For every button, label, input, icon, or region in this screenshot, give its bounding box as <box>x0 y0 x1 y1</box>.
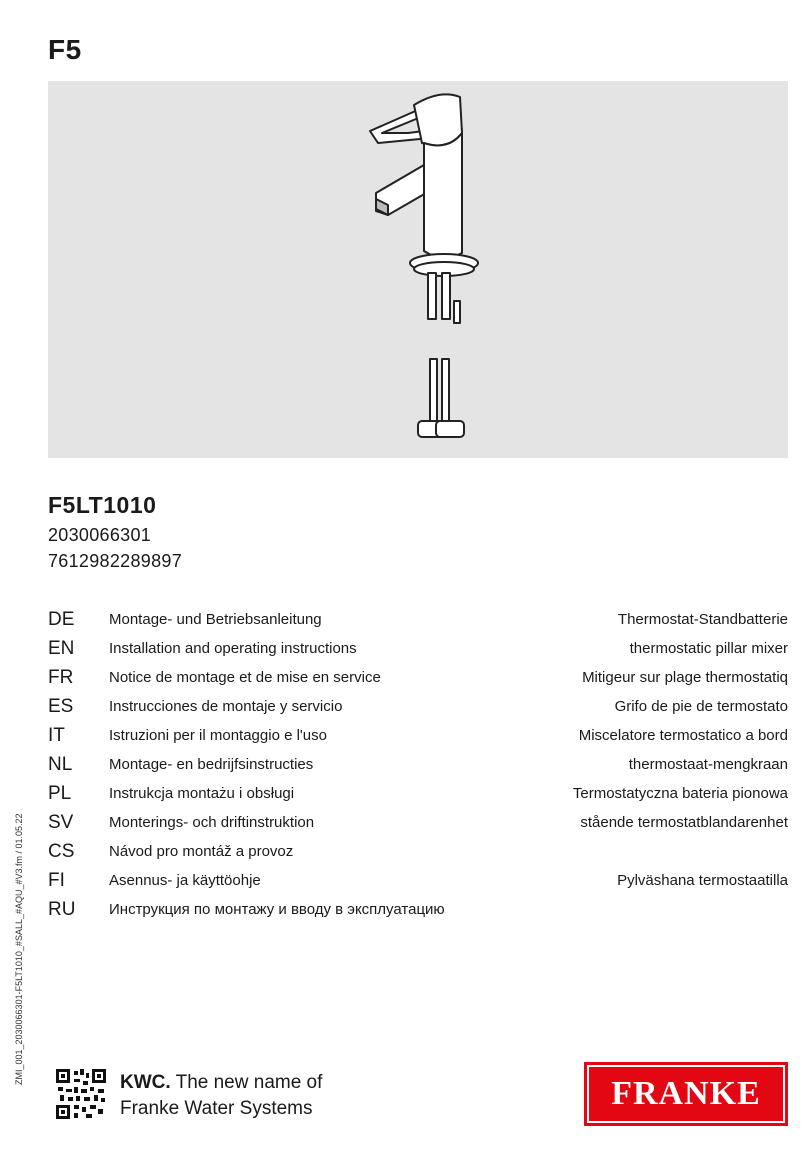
qr-code-icon <box>56 1069 106 1119</box>
product-description: Pylväshana termostaatilla <box>617 872 788 889</box>
language-code: EN <box>48 638 75 659</box>
language-code: CS <box>48 841 75 862</box>
product-description: stående termostatblandarenhet <box>580 814 788 831</box>
franke-logo: FRANKE <box>584 1062 788 1126</box>
product-illustration-panel <box>48 81 788 458</box>
product-description: Miscelatore termostatico a bord <box>578 727 788 744</box>
language-list <box>48 605 788 924</box>
series-title: F5 <box>48 34 82 65</box>
list-item <box>48 808 788 837</box>
article-number: 2030066301 <box>48 525 152 545</box>
list-item <box>48 721 788 750</box>
language-code: SV <box>48 812 74 833</box>
kwc-brand-block <box>120 1070 322 1122</box>
kwc-tagline-line-1: The new name of <box>175 1072 323 1093</box>
list-item <box>48 837 788 866</box>
document-title: Instrucciones de montaje y servicio <box>109 698 343 715</box>
list-item <box>48 634 788 663</box>
kwc-logo: KWC. <box>120 1072 171 1093</box>
supply-pipe-right <box>442 273 450 319</box>
list-item <box>48 605 788 634</box>
document-title: Montage- en bedrijfsinstructies <box>109 756 314 773</box>
product-description: Grifo de pie de termostato <box>614 698 788 715</box>
faucet-illustration <box>48 81 788 458</box>
document-title: Инструкция по монтажу и вводу в эксплуатацию <box>109 901 445 918</box>
document-title: Návod pro montáž a provoz <box>109 843 294 860</box>
language-code: NL <box>48 754 73 775</box>
document-title: Asennus- ja käyttöohje <box>109 872 261 889</box>
body-top <box>414 94 462 145</box>
list-item <box>48 692 788 721</box>
document-reference: ZMI_001_2030066301-F5LT1010_#SALL_#AQU_#V3.fm / 01.05.22 <box>14 813 24 1085</box>
product-description: thermostatic pillar mixer <box>629 640 788 657</box>
language-code: DE <box>48 609 75 630</box>
list-item <box>48 895 788 924</box>
list-item <box>48 866 788 895</box>
hose-connector-right <box>436 421 464 437</box>
faucet-body <box>424 133 462 258</box>
language-code: ES <box>48 696 74 717</box>
document-title: Notice de montage et de mise en service <box>109 669 381 686</box>
language-code: FI <box>48 870 65 891</box>
product-description: Thermostat-Standbatterie <box>617 611 788 628</box>
document-title: Montage- und Betriebsanleitung <box>109 611 322 628</box>
language-code: FR <box>48 667 74 688</box>
document-title: Monterings- och driftinstruktion <box>109 814 315 831</box>
document-title: Installation and operating instructions <box>109 640 357 657</box>
language-code: RU <box>48 899 76 920</box>
kwc-tagline-line-2: Franke Water Systems <box>120 1098 313 1119</box>
list-item <box>48 779 788 808</box>
supply-pipe-left <box>428 273 436 319</box>
language-code: IT <box>48 725 65 746</box>
language-code: PL <box>48 783 72 804</box>
product-description: Mitigeur sur plage thermostatiq <box>582 669 788 686</box>
model-number: F5LT1010 <box>48 492 157 518</box>
ean-number: 7612982289897 <box>48 551 183 571</box>
list-item <box>48 663 788 692</box>
product-description: thermostaat-mengkraan <box>628 756 788 773</box>
document-title: Instrukcja montażu i obsługi <box>109 785 295 802</box>
product-description: Termostatyczna bateria pionowa <box>572 785 788 802</box>
document-title: Istruzioni per il montaggio e l'uso <box>109 727 327 744</box>
list-item <box>48 750 788 779</box>
